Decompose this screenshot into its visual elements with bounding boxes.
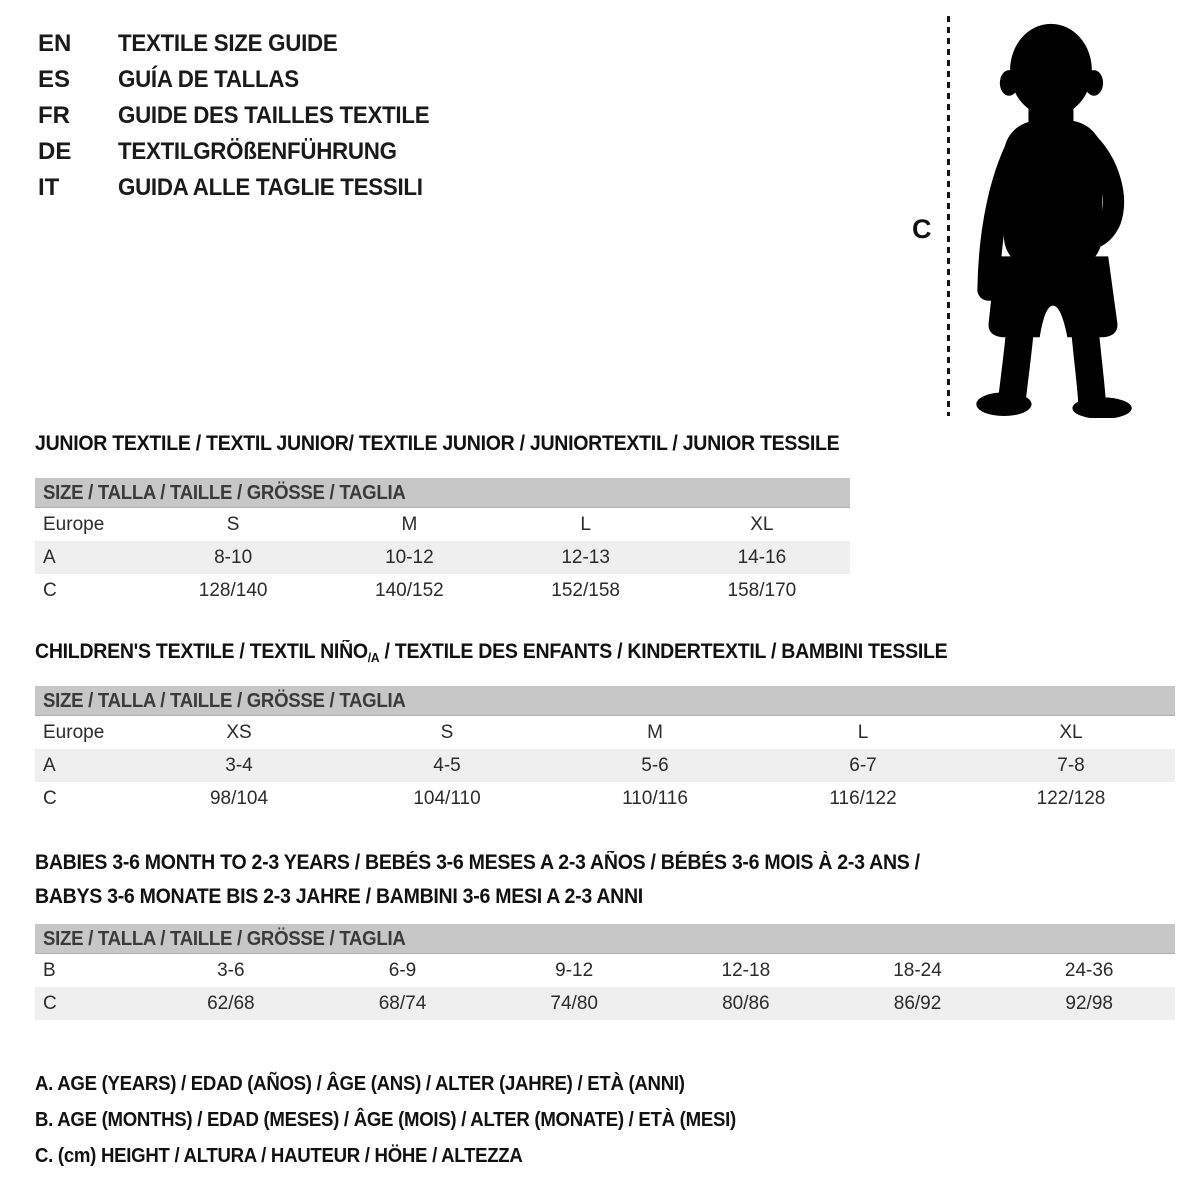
table-cell: XL (1059, 721, 1083, 743)
table-cell: 8-10 (214, 546, 253, 568)
table-cell: 5-6 (641, 754, 669, 776)
legend-item-b: B. AGE (MONTHS) / EDAD (MESES) / ÂGE (MOIS) / ALTER (MONATE) / ETÀ (MESI) (35, 1109, 736, 1131)
row-label: C (43, 992, 57, 1014)
table-cell: 122/128 (1036, 787, 1106, 809)
language-code: IT (38, 174, 60, 201)
junior-section-heading: JUNIOR TEXTILE / TEXTIL JUNIOR/ TEXTILE JUNIOR / JUNIORTEXTIL / JUNIOR TESSILE (35, 432, 840, 455)
table-cell: 158/170 (727, 579, 797, 601)
height-measure-dashed-line (947, 16, 950, 416)
table-row (35, 987, 1175, 1020)
language-title: TEXTILE SIZE GUIDE (118, 30, 338, 57)
table-row (35, 574, 850, 607)
table-cell: 4-5 (433, 754, 461, 776)
babies-textile-section (35, 846, 1175, 1020)
table-cell: 62/68 (207, 992, 255, 1014)
language-code: DE (38, 138, 72, 165)
measurement-legend (35, 1066, 789, 1174)
language-title: GUIDA ALLE TAGLIE TESSILI (118, 174, 423, 201)
table-header-size: SIZE / TALLA / TAILLE / GRÖSSE / TAGLIA (35, 686, 1175, 716)
table-cell: 6-9 (388, 959, 417, 981)
table-cell: L (580, 513, 591, 535)
language-code: FR (38, 102, 70, 129)
table-cell: 68/74 (378, 992, 427, 1014)
language-code: EN (38, 30, 72, 57)
babies-size-table (35, 924, 1175, 1020)
table-cell: 104/110 (413, 787, 481, 809)
table-cell: 140/152 (375, 579, 444, 601)
language-title-list (38, 26, 453, 206)
row-label: A (43, 546, 56, 568)
table-cell: 110/116 (622, 787, 688, 809)
row-label: Europe (43, 721, 105, 743)
table-cell: 3-6 (217, 959, 245, 981)
table-cell: M (401, 513, 418, 535)
junior-textile-section (35, 432, 850, 607)
row-label: Europe (43, 513, 105, 535)
junior-size-table (35, 478, 850, 607)
table-cell: 9-12 (555, 959, 594, 981)
table-cell: 3-4 (225, 754, 253, 776)
table-cell: L (857, 721, 869, 743)
row-label: C (43, 787, 57, 809)
table-cell: 80/86 (722, 992, 770, 1014)
table-cell: 116/122 (829, 787, 897, 809)
table-row (35, 716, 1175, 749)
toddler-silhouette-icon (961, 14, 1145, 418)
table-cell: 152/158 (551, 579, 620, 601)
table-cell: XL (750, 513, 774, 535)
table-cell: 98/104 (209, 787, 269, 809)
language-row-en (38, 26, 453, 62)
language-title: GUIDE DES TAILLES TEXTILE (118, 102, 430, 129)
table-cell: 12-18 (721, 959, 771, 981)
babies-section-heading: BABIES 3-6 MONTH TO 2-3 YEARS / BEBÉS 3-6 MESES A 2-3 AÑOS / BÉBÉS 3-6 MOIS À 2-3 ANS / BABYS 3-6 MONATE BIS 2-3 JAHRE / BAMBINI 3-6 MESI A 2-3 ANNI (35, 851, 920, 908)
language-title: GUÍA DE TALLAS (118, 66, 299, 93)
table-cell: 10-12 (385, 546, 434, 568)
table-cell: 18-24 (893, 959, 942, 981)
height-label-c: C (912, 214, 932, 244)
table-cell: S (440, 721, 454, 743)
row-label: C (43, 579, 57, 601)
children-textile-section (35, 640, 1175, 815)
language-code: ES (38, 66, 71, 93)
table-row (35, 749, 1175, 782)
table-cell: S (226, 513, 240, 535)
nino-a-subscript: /A (367, 650, 380, 665)
table-header-size: SIZE / TALLA / TAILLE / GRÖSSE / TAGLIA (35, 478, 850, 508)
table-cell: 74/80 (550, 992, 598, 1014)
legend-item-a: A. AGE (YEARS) / EDAD (AÑOS) / ÂGE (ANS) / ALTER (JAHRE) / ETÀ (ANNI) (35, 1073, 685, 1095)
table-cell: 24-36 (1064, 959, 1114, 981)
row-label: B (43, 959, 56, 981)
table-cell: 86/92 (893, 992, 942, 1014)
children-size-table (35, 686, 1175, 815)
language-row-de (38, 134, 453, 170)
children-section-heading: CHILDREN'S TEXTILE / TEXTIL NIÑO/A / TEXTILE DES ENFANTS / KINDERTEXTIL / BAMBINI TESSILE (35, 640, 948, 665)
language-row-es (38, 62, 453, 98)
legend-item-c: C. (cm) HEIGHT / ALTURA / HAUTEUR / HÖHE / ALTEZZA (35, 1145, 523, 1167)
table-cell: 6-7 (849, 754, 877, 776)
table-cell: M (647, 721, 663, 743)
table-row (35, 541, 850, 574)
row-label: A (43, 754, 56, 776)
table-cell: 92/98 (1065, 992, 1113, 1014)
table-cell: 14-16 (737, 546, 787, 568)
table-cell: 12-13 (561, 546, 610, 568)
language-row-it (38, 170, 453, 206)
table-row (35, 508, 850, 541)
table-row (35, 954, 1175, 987)
language-title: TEXTILGRÖßENFÜHRUNG (118, 138, 397, 165)
table-cell: 128/140 (198, 579, 268, 601)
language-row-fr (38, 98, 453, 134)
table-cell: XS (226, 721, 252, 743)
table-header-size: SIZE / TALLA / TAILLE / GRÖSSE / TAGLIA (35, 924, 1175, 954)
table-row (35, 782, 1175, 815)
table-cell: 7-8 (1057, 754, 1085, 776)
